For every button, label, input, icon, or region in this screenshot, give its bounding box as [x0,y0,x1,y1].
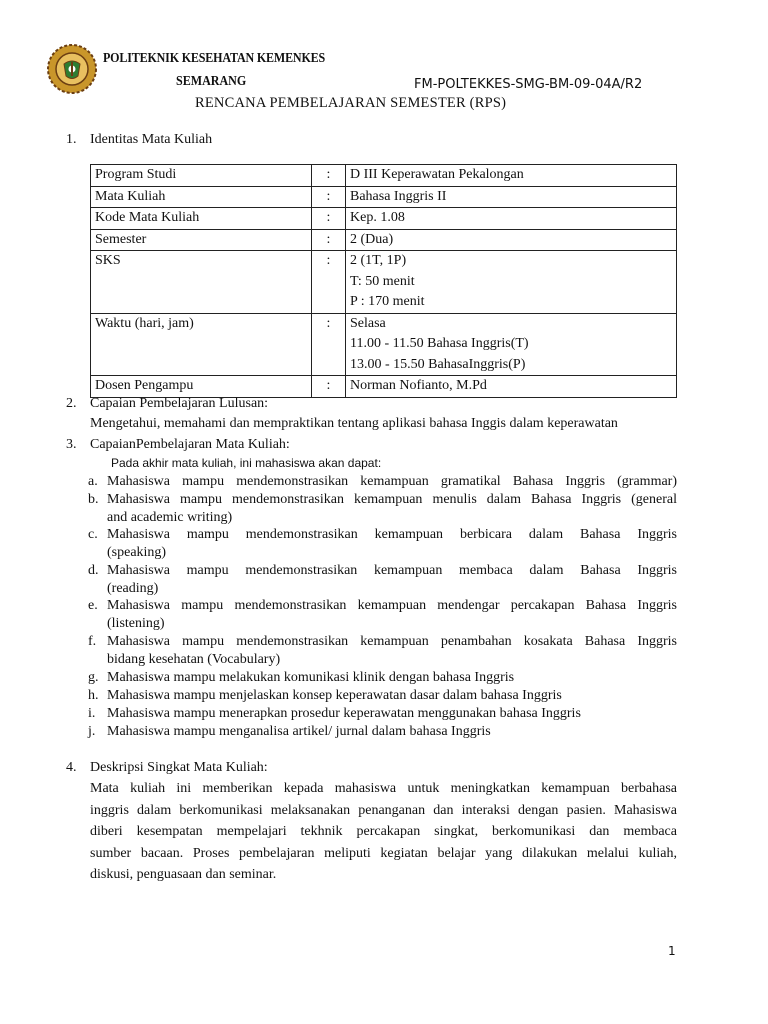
row-value [346,229,677,251]
list-item [107,473,677,491]
row-value [346,186,677,208]
row-label: Dosen Pengampu [91,376,312,398]
value-line: 13.00 - 15.50 BahasaInggris(P) [350,356,526,372]
row-separator: : [312,313,346,376]
list-item [107,687,677,705]
row-label: SKS [91,251,312,314]
section-3-number: 3. [66,437,77,452]
item-letter: b. [88,492,99,507]
row-value [346,251,677,314]
item-letter: i. [88,706,96,721]
item-letter: a. [88,474,98,489]
item-letter: j. [88,724,96,739]
value-line: Bahasa Inggris II [350,188,447,204]
poltekkes-logo-icon [47,44,97,94]
item-letter: c. [88,527,98,542]
row-separator: : [312,208,346,230]
item-line: (reading) [107,581,159,596]
list-item [107,597,677,633]
row-separator: : [312,165,346,187]
item-line: bidang kesehatan (Vocabulary) [107,652,281,667]
table-row [91,251,677,314]
value-line: T: 50 menit [350,273,415,289]
row-value [346,208,677,230]
section-1-number: 1. [66,132,77,147]
section-4-description [90,778,677,886]
section-2-number: 2. [66,396,77,411]
item-line: Mahasiswa mampu mendemonstrasikan kemampuan mendengar percakapan Bahasa Inggris [107,598,677,613]
section-1-title: Identitas Mata Kuliah [90,132,213,147]
row-value [346,313,677,376]
section-3-title: CapaianPembelajaran Mata Kuliah: [90,437,290,452]
item-line: Mahasiswa mampu menjelaskan konsep keperawatan dasar dalam bahasa Inggris [107,688,562,703]
item-letter: e. [88,598,98,613]
row-separator: : [312,229,346,251]
list-item [107,633,677,669]
institution-name: POLITEKNIK KESEHATAN KEMENKES [103,51,326,66]
list-item [107,526,677,562]
document-title: RENCANA PEMBELAJARAN SEMESTER (RPS) [195,95,507,111]
table-row [91,208,677,230]
section-2-text: Mengetahui, memahami dan mempraktikan tentang aplikasi bahasa Inggis dalam keperawatan [90,416,618,431]
description-line: diberi kesempatan mempelajari tekhnik percakapan singkat, berkomunikasi dan membaca [90,824,677,839]
value-line: Kep. 1.08 [350,210,405,225]
item-line: Mahasiswa mampu mendemonstrasikan kemampuan membaca dalam Bahasa Inggris [107,563,677,578]
row-label: Program Studi [91,165,312,187]
item-line: Mahasiswa mampu mendemonstrasikan kemampuan berbicara dalam Bahasa Inggris [107,527,677,542]
value-line: 2 (Dua) [350,231,394,247]
item-letter: g. [88,670,99,685]
value-line: 2 (1T, 1P) [350,253,407,268]
value-line: 11.00 - 11.50 Bahasa Inggris(T) [350,336,529,351]
section-4-title: Deskripsi Singkat Mata Kuliah: [90,760,268,775]
section-3-intro: Pada akhir mata kuliah, ini mahasiswa akan dapat: [111,456,382,470]
item-letter: f. [88,634,97,649]
page-number: 1 [668,944,676,958]
row-separator: : [312,251,346,314]
identity-table [90,164,677,398]
list-item [107,491,677,527]
description-line: sumber bacaan. Proses pembelajaran meliputi kegiatan belajar yang dilakukan melalui kuliah, [90,845,677,861]
value-line: Norman Nofianto, M.Pd [350,378,487,393]
row-label: Waktu (hari, jam) [91,313,312,376]
section-4-number: 4. [66,760,77,775]
row-value [346,376,677,398]
item-line: Mahasiswa mampu menganalisa artikel/ jurnal dalam bahasa Inggris [107,724,491,739]
value-line: D III Keperawatan Pekalongan [350,167,524,182]
table-row [91,313,677,376]
row-separator: : [312,186,346,208]
description-line: inggris dalam berkomunikasi melaksanakan penanganan dan interaksi dengan pasien. Mahasiswa [90,802,677,818]
table-row [91,229,677,251]
list-item [107,562,677,598]
table-row [91,376,677,398]
item-line: Mahasiswa mampu melakukan komunikasi klinik dengan bahasa Inggris [107,670,515,685]
item-line: Mahasiswa mampu mendemonstrasikan kemampuan gramatikal Bahasa Inggris (grammar) [107,474,677,489]
value-line: Selasa [350,315,386,331]
description-line: Mata kuliah ini memberikan kepada mahasiswa untuk meningkatkan kemampuan berbahasa [90,781,677,796]
item-letter: d. [88,563,99,578]
list-item [107,669,677,687]
list-item [107,723,677,741]
row-label: Semester [91,229,312,251]
item-line: Mahasiswa mampu mendemonstrasikan kemampuan menulis dalam Bahasa Inggris (general [107,492,677,507]
row-value [346,165,677,187]
row-label: Mata Kuliah [91,186,312,208]
institution-city: SEMARANG [176,74,247,89]
table-row [91,165,677,187]
section-2-title: Capaian Pembelajaran Lulusan: [90,396,269,411]
row-label: Kode Mata Kuliah [91,208,312,230]
item-line: (speaking) [107,545,167,560]
item-line: Mahasiswa mampu menerapkan prosedur keperawatan menggunakan bahasa Inggris [107,706,581,721]
value-line: P : 170 menit [350,294,425,309]
list-item [107,705,677,723]
item-line: (listening) [107,616,165,631]
table-row [91,186,677,208]
item-line: and academic writing) [107,510,233,525]
item-letter: h. [88,688,99,703]
row-separator: : [312,376,346,398]
item-line: Mahasiswa mampu mendemonstrasikan kemampuan penambahan kosakata Bahasa Inggris [107,634,677,649]
form-code: FM-POLTEKKES-SMG-BM-09-04A/R2 [414,77,643,92]
description-line: diskusi, penguasaan dan seminar. [90,867,277,882]
